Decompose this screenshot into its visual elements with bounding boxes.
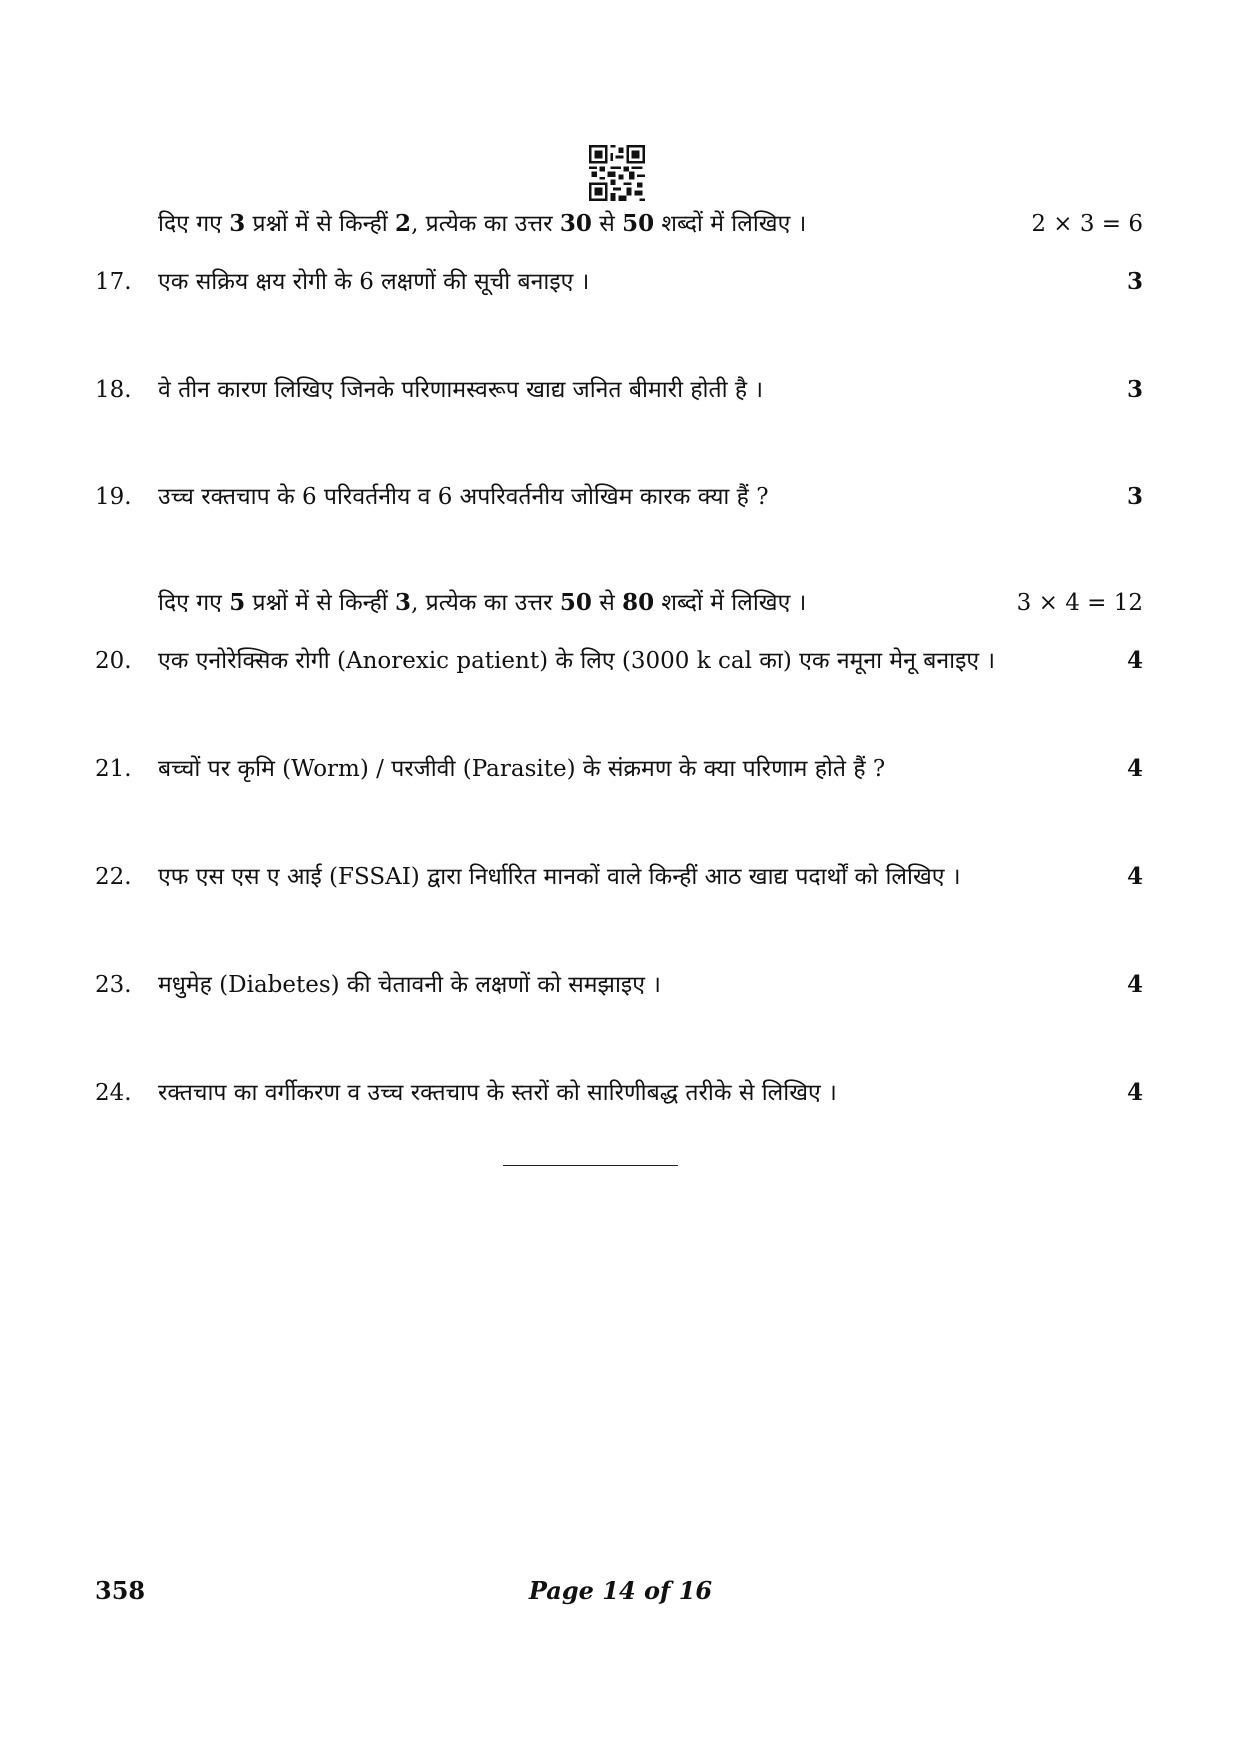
question-row — [0, 643, 1241, 679]
question-row — [0, 751, 1241, 787]
question-text: एफ एस एस ए आई (FSSAI) द्वारा निर्धारित मानकों वाले किन्हीं आठ खाद्य पदार्थों को लिखिए । — [158, 864, 961, 890]
qr-code-icon — [589, 145, 645, 201]
question-row — [0, 967, 1241, 1003]
question-marks: 4 — [1126, 755, 1143, 782]
section-instruction — [0, 585, 1241, 621]
question-marks: 4 — [1126, 971, 1143, 998]
question-marks: 4 — [1126, 863, 1143, 890]
question-row — [0, 859, 1241, 895]
question-text: उच्च रक्तचाप के 6 परिवर्तनीय व 6 अपरिवर्तनीय जोखिम कारक क्या हैं ? — [158, 484, 769, 510]
question-number: 21. — [95, 756, 132, 782]
question-number: 19. — [95, 484, 132, 510]
question-number: 22. — [95, 864, 132, 890]
section-instruction — [0, 206, 1241, 242]
question-row — [0, 479, 1241, 515]
question-row — [0, 372, 1241, 408]
question-marks: 3 — [1126, 268, 1143, 295]
question-marks: 3 — [1126, 376, 1143, 403]
question-row — [0, 264, 1241, 300]
question-marks: 4 — [1126, 1079, 1143, 1106]
end-of-section-divider — [503, 1165, 678, 1166]
question-marks: 3 — [1126, 483, 1143, 510]
instruction-text: दिए गए 5 प्रश्नों में से किन्हीं 3, प्रत्येक का उत्तर 50 से 80 शब्दों में लिखिए । — [158, 589, 807, 616]
instruction-text: दिए गए 3 प्रश्नों में से किन्हीं 2, प्रत्येक का उत्तर 30 से 50 शब्दों में लिखिए । — [158, 210, 807, 237]
question-number: 17. — [95, 269, 132, 295]
question-text: एक सक्रिय क्षय रोगी के 6 लक्षणों की सूची बनाइए । — [158, 269, 590, 295]
question-marks: 4 — [1126, 647, 1143, 674]
question-number: 24. — [95, 1080, 132, 1106]
page-number: Page 14 of 16 — [528, 1576, 713, 1605]
question-text: मधुमेह (Diabetes) की चेतावनी के लक्षणों को समझाइए । — [158, 972, 661, 998]
paper-code: 358 — [95, 1576, 146, 1605]
question-number: 23. — [95, 972, 132, 998]
question-number: 18. — [95, 377, 132, 403]
question-row — [0, 1075, 1241, 1111]
question-text: एक एनोरेक्सिक रोगी (Anorexic patient) के लिए (3000 k cal का) एक नमूना मेनू बनाइए । — [158, 648, 996, 674]
section-marks: 3 × 4 = 12 — [1016, 590, 1143, 616]
question-text: बच्चों पर कृमि (Worm) / परजीवी (Parasite) के संक्रमण के क्या परिणाम होते हैं ? — [158, 756, 886, 782]
question-text: वे तीन कारण लिखिए जिनके परिणामस्वरूप खाद्य जनित बीमारी होती है । — [158, 377, 764, 403]
question-number: 20. — [95, 648, 132, 674]
question-text: रक्तचाप का वर्गीकरण व उच्च रक्तचाप के स्तरों को सारिणीबद्ध तरीके से लिखिए । — [158, 1080, 837, 1106]
section-marks: 2 × 3 = 6 — [1031, 211, 1143, 237]
